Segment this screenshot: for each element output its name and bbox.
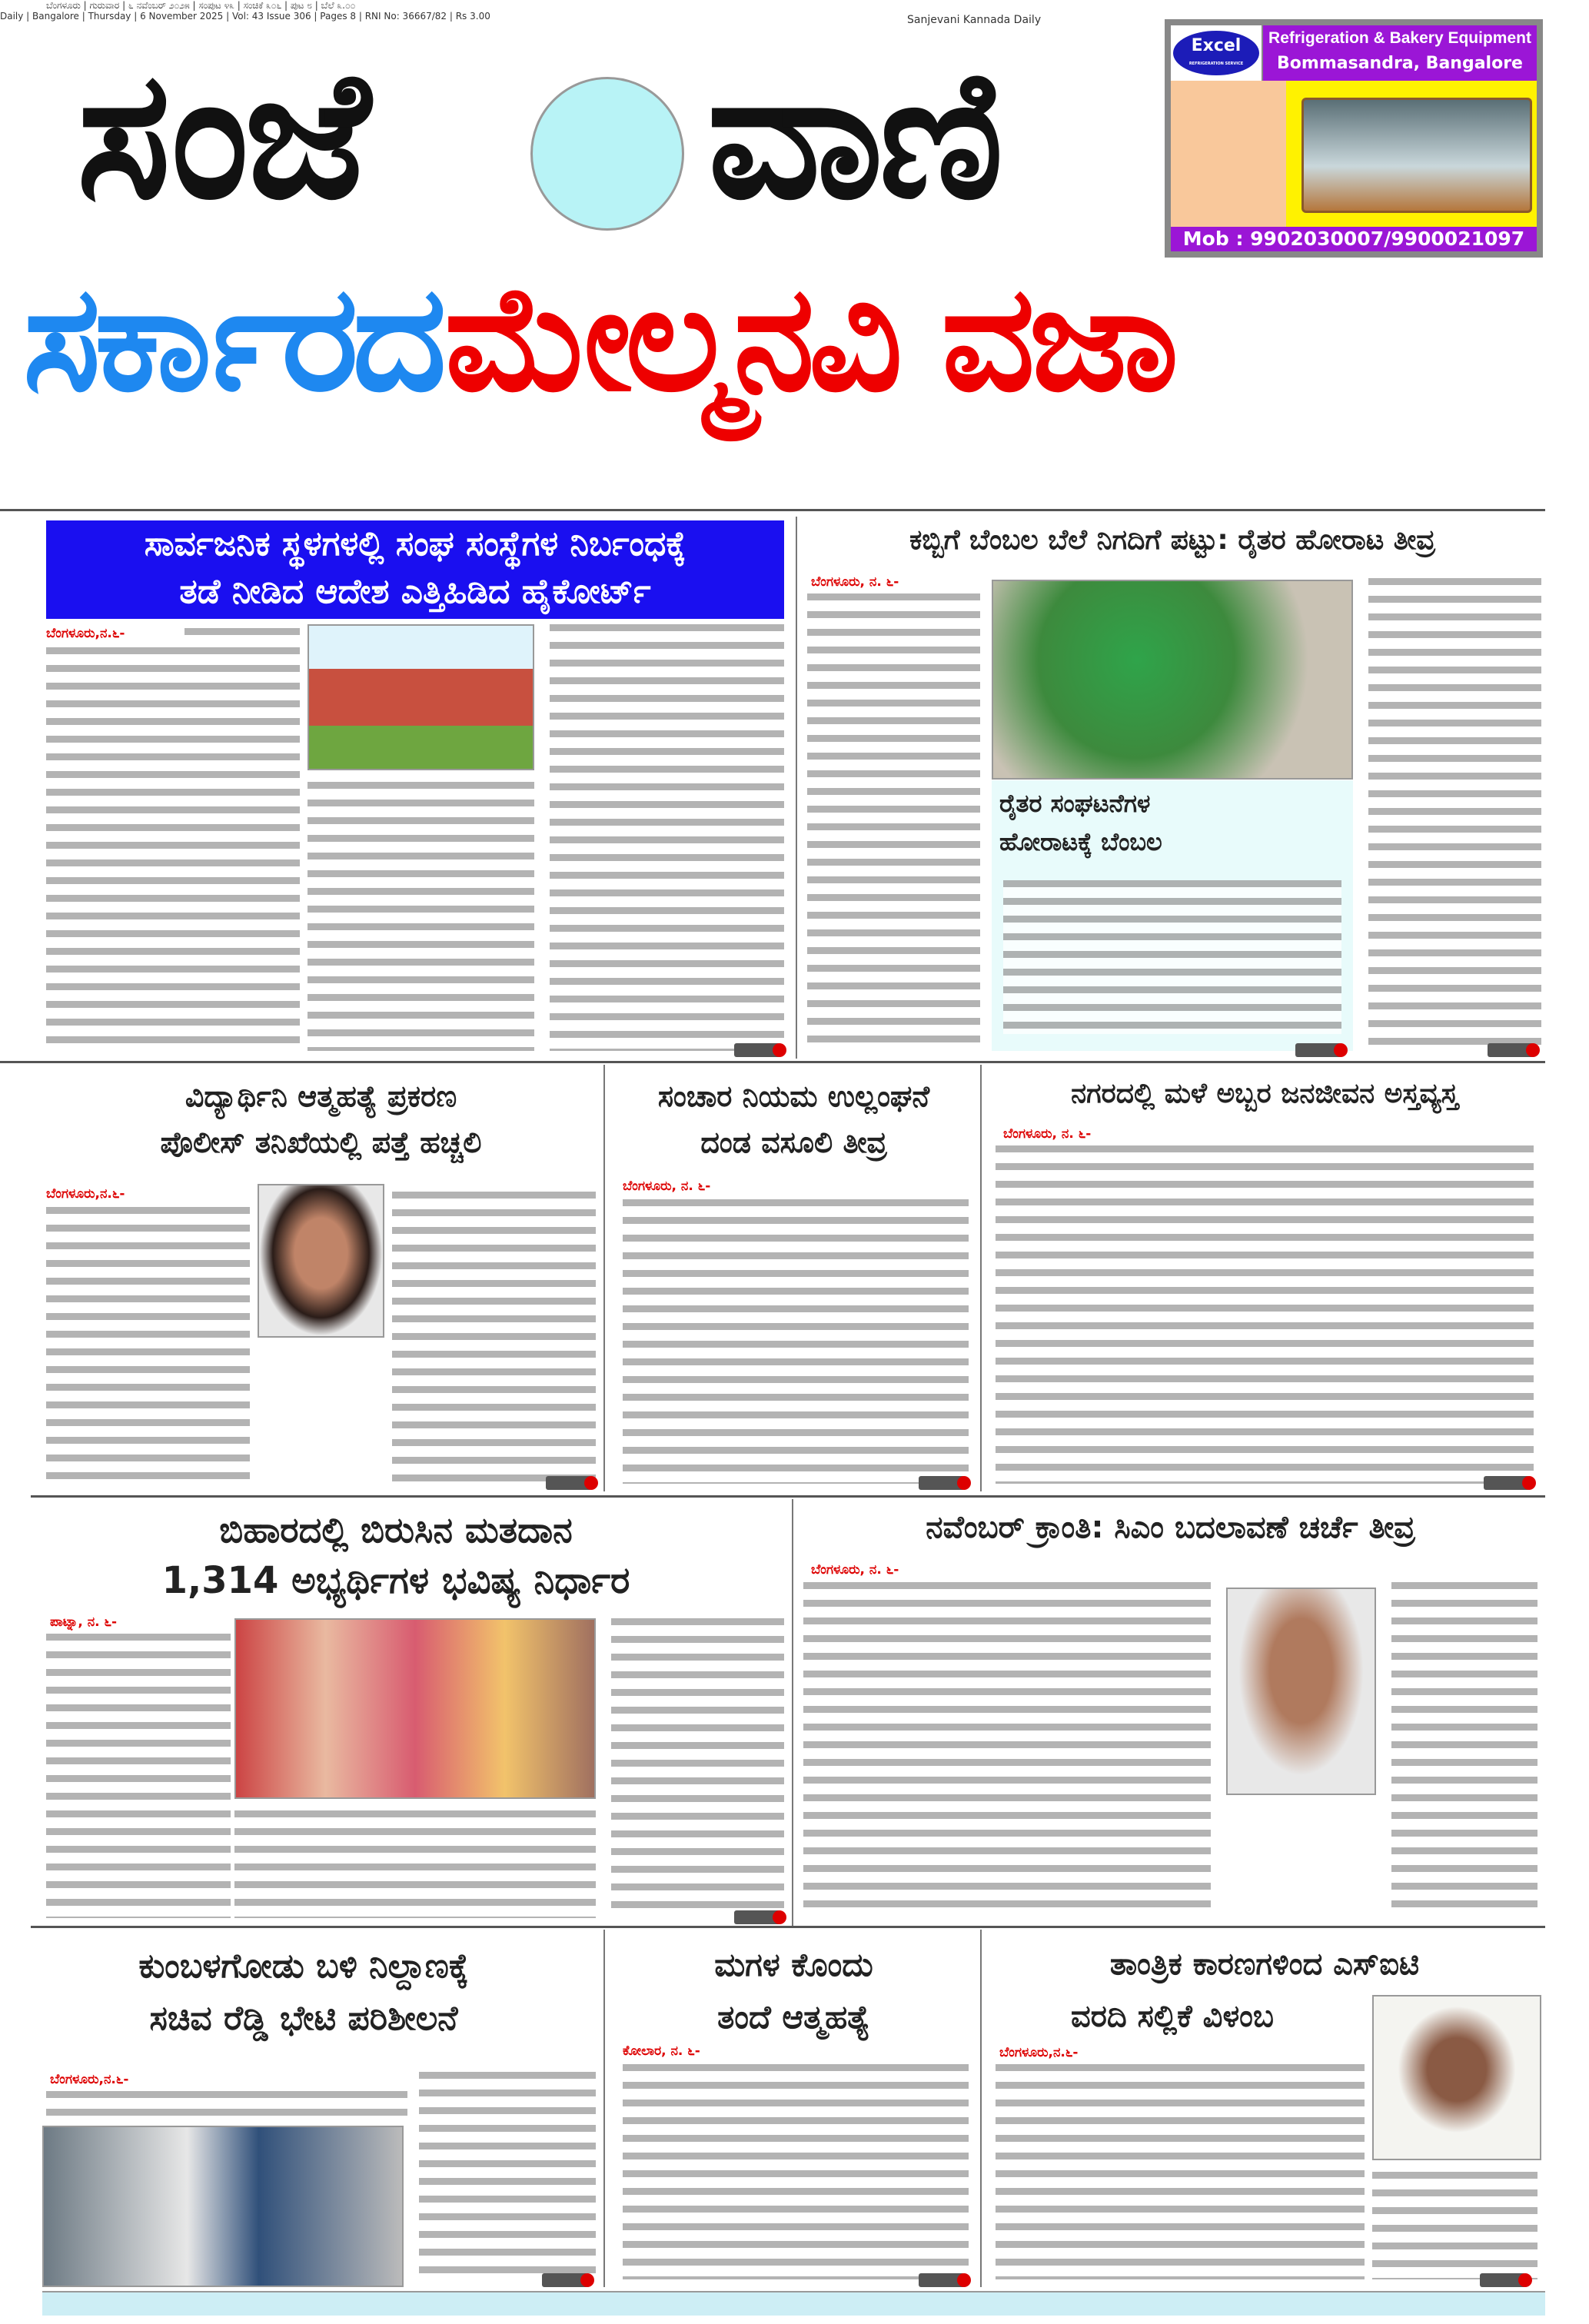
ad-title: Refrigeration & Bakery Equipment (1268, 29, 1531, 47)
story-headline: ಕಬ್ಬಿಗೆ ಬೆಂಬಲ ಬೆಲೆ ನಿಗದಿಗೆ ಪಟ್ಟು: ರೈತರ ಹೋರಾಟ ತೀವ್ರ (909, 524, 1435, 556)
story-headline: ನವೆಂಬರ್ ಕ್ರಾಂತಿ: ಸಿಎಂ ಬದಲಾವಣೆ ಚರ್ಚೆ ತೀವ್ರ (926, 1510, 1415, 1545)
masthead-logo-icon (530, 77, 684, 231)
paper-name-en: Sanjevani Kannada Daily (907, 14, 1042, 26)
dateline-english: Daily | Bangalore | Thursday | 6 November 2025 | Vol: 43 Issue 306 | Pages 8 | RNI No: 36667/82 | Rs 3.00 (0, 11, 490, 22)
excel-logo: Excel REFRIGERATION SERVICE (1173, 31, 1259, 75)
story-headline-2: ವರದಿ ಸಲ್ಲಿಕೆ ವಿಳಂಬ (1071, 1999, 1274, 2034)
story-headline: ಕುಂಬಳಗೋಡು ಬಳಿ ನಿಲ್ದಾಣಕ್ಕೆ (138, 1947, 469, 1986)
politician-photo (1226, 1588, 1376, 1795)
dateline: ಬೆಂಗಳೂರು,ನ.೬- (999, 2045, 1079, 2060)
story-farmers (803, 517, 1541, 1059)
masthead (46, 31, 1153, 238)
dateline: ಬೆಂಗಳೂರು,ನ.೬- (50, 2072, 129, 2087)
story-headline: ಮಗಳ ಕೊಂದು (714, 1946, 873, 1983)
story-headline: ಬಿಹಾರದಲ್ಲಿ ಬಿರುಸಿನ ಮತದಾನ (219, 1509, 573, 1551)
story-headline-2: ದಂಡ ವಸೂಲಿ ತೀವ್ರ (700, 1125, 887, 1159)
ad-location: Bommasandra, Bangalore (1277, 54, 1523, 73)
lead-headline (23, 254, 1561, 500)
dateline: ಬೆಂಗಳೂರು, ನ. ೬- (623, 1179, 711, 1194)
story-bihar (42, 1499, 788, 1926)
story-kolar (611, 1930, 976, 2287)
dateline: ಬೆಂಗಳೂರು, ನ. ೬- (1003, 1126, 1092, 1142)
masthead-right: ವಾಣಿ (707, 31, 999, 238)
footer-strip (42, 2291, 1545, 2316)
dateline: ಬೆಂಗಳೂರು,ನ.೬- (46, 626, 125, 641)
dateline: ಪಾಟ್ನಾ, ನ. ೬- (50, 1614, 118, 1630)
farmers-protest-photo (992, 580, 1353, 780)
minister-visit-photo (42, 2126, 404, 2287)
ad-mobile: Mob : 9902030007/9900021097 (1171, 227, 1537, 251)
story-headline-2: 1,314 ಅಭ್ಯರ್ಥಿಗಳ ಭವಿಷ್ಯ ನಿರ್ಧಾರ (161, 1559, 630, 1602)
lead-headline-part1: ಸರ್ಕಾರದ (23, 254, 441, 424)
story-headline: ನಗರದಲ್ಲಿ ಮಳೆ ಅಬ್ಬರ ಜನಜೀವನ ಅಸ್ತವ್ಯಸ್ತ (1071, 1078, 1458, 1109)
story-rain (988, 1065, 1541, 1491)
story-cm-change (799, 1499, 1541, 1926)
highcourt-headline-banner: ಸಾರ್ವಜನಿಕ ಸ್ಥಳಗಳಲ್ಲಿ ಸಂಘ ಸಂಸ್ಥೆಗಳ ನಿರ್ಬಂಧಕ್ಕೆ ತಡೆ ನೀಡಿದ ಆದೇಶ ಎತ್ತಿಹಿಡಿದ ಹೈಕೋರ್ಟ್ (46, 520, 784, 619)
lead-headline-part2: ಮೇಲ್ಮನವಿ ವಜಾ (444, 254, 1173, 424)
student-photo (258, 1184, 384, 1338)
story-headline: ತಾಂತ್ರಿಕ ಕಾರಣಗಳಿಂದ ಎಸ್‌ಐಟಿ (1109, 1947, 1420, 1982)
story-headline-2: ತಂದೆ ಆತ್ಮಹತ್ಯೆ (717, 1998, 870, 2036)
masthead-left: ಸಂಜೆ (77, 31, 366, 238)
highcourt-photo (307, 624, 534, 770)
ad-product-image (1286, 81, 1537, 227)
dateline: ಕೋಲಾರ, ನ. ೬- (623, 2043, 700, 2059)
story-kumbalgodu (42, 1930, 600, 2287)
story-headline: ಸಂಚಾರ ನಿಯಮ ಉಲ್ಲಂಘನೆ (657, 1079, 930, 1113)
excel-ad[interactable] (1165, 19, 1543, 258)
story-headline: ವಿದ್ಯಾರ್ಥಿನಿ ಆತ್ಮಹತ್ಯೆ ಪ್ರಕರಣ (184, 1079, 457, 1113)
dateline-kannada: ಬೆಂಗಳೂರು | ಗುರುವಾರ | ೬ ನವೆಂಬರ್ ೨೦೨೫ | ಸಂಪುಟ ೪೩ | ಸಂಚಿಕೆ ೩೦೬ | ಪುಟ ೮ | ಬೆಲೆ ೩.೦೦ (46, 0, 356, 11)
story-highcourt (42, 517, 788, 1059)
dateline: ಬೆಂಗಳೂರು, ನ. ೬- (811, 574, 899, 590)
story-headline-2: ಪೊಲೀಸ್ ತನಿಖೆಯಲ್ಲಿ ಪತ್ತೆ ಹಚ್ಚಲಿ (160, 1125, 482, 1159)
dateline: ಬೆಂಗಳೂರು,ನ.೬- (46, 1186, 125, 1202)
story-traffic (611, 1065, 976, 1491)
minister-photo (1372, 1995, 1541, 2160)
farmers-sidebar-box: ರೈತರ ಸಂಘಟನೆಗಳ ಹೋರಾಟಕ್ಕೆ ಬೆಂಬಲ (992, 780, 1353, 1051)
story-student (42, 1065, 600, 1491)
story-headline-2: ಸಚಿವ ರೆಡ್ಡಿ ಭೇಟಿ ಪರಿಶೀಲನೆ (149, 1999, 458, 2038)
story-sit (988, 1930, 1541, 2287)
voters-photo (234, 1618, 596, 1799)
dateline: ಬೆಂಗಳೂರು, ನ. ೬- (811, 1562, 899, 1578)
